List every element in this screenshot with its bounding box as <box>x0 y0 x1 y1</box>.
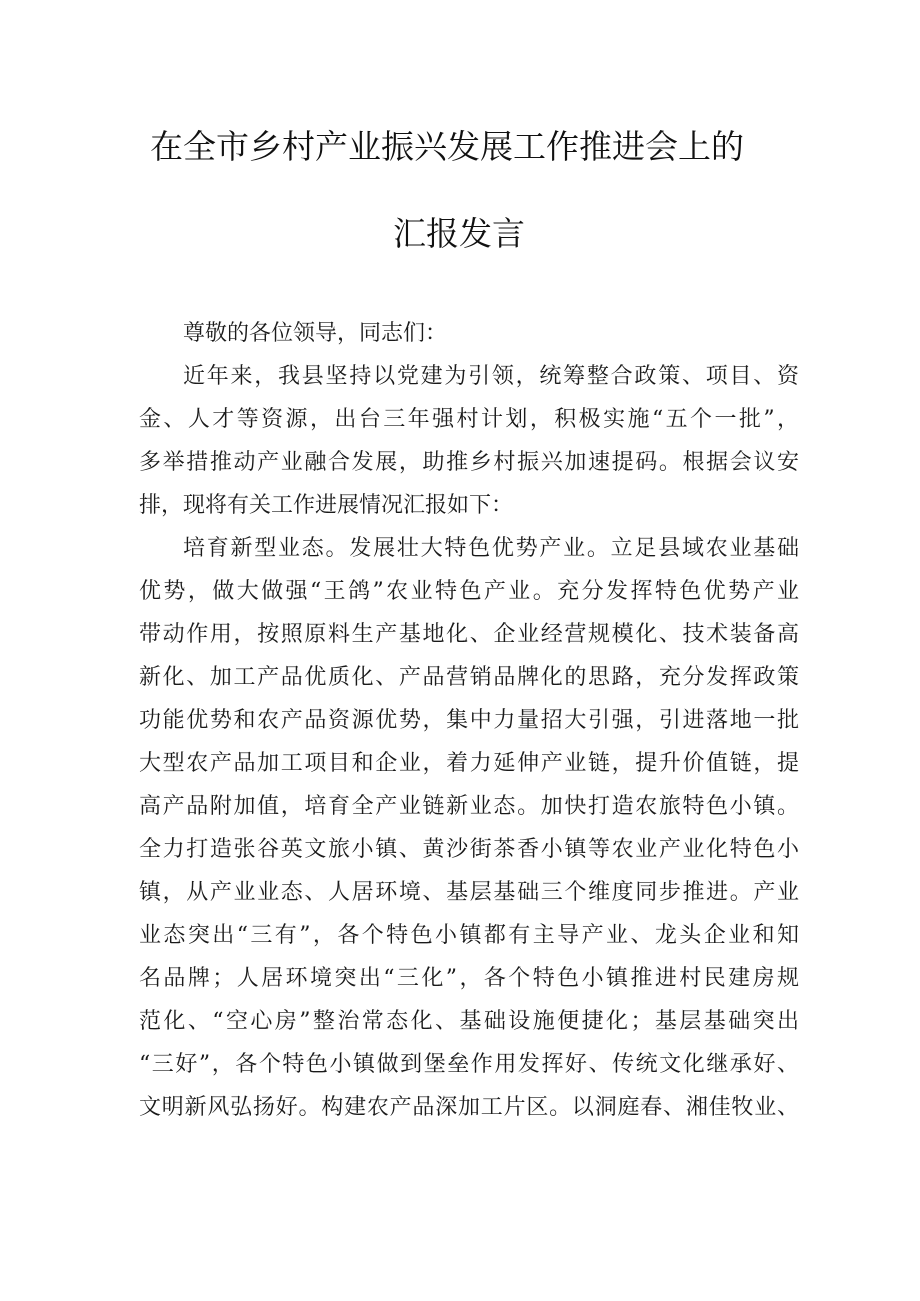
document-body <box>139 312 799 1129</box>
paragraph-line: 带动作用，按照原料生产基地化、企业经营规模化、技术装备高 <box>139 622 799 647</box>
paragraph-line: 多举措推动产业融合发展，助推乡村振兴加速提码。根据会议安 <box>139 450 799 475</box>
document-title-line-1: 在全市乡村产业振兴发展工作推进会上的 <box>150 127 744 166</box>
paragraph-line: 文明新风弘扬好。构建农产品深加工片区。以洞庭春、湘佳牧业、 <box>139 1095 799 1120</box>
paragraph-intro <box>139 355 799 527</box>
paragraph-line: 高产品附加值，培育全产业链新业态。加快打造农旅特色小镇。 <box>139 794 799 819</box>
paragraph-line: 名品牌；人居环境突出“三化”，各个特色小镇推进村民建房规 <box>139 966 799 991</box>
paragraph-line: 金、人才等资源，出台三年强村计划，积极实施“五个一批”， <box>139 407 799 432</box>
document-title-line-2: 汇报发言 <box>393 214 525 253</box>
paragraph-new-business <box>139 527 799 1129</box>
paragraph-line: 排，现将有关工作进展情况汇报如下： <box>139 493 514 518</box>
paragraph-line: 新化、加工产品优质化、产品营销品牌化的思路，充分发挥政策 <box>139 665 799 690</box>
paragraph-line: 优势，做大做强“王鸽”农业特色产业。充分发挥特色优势产业 <box>139 579 799 604</box>
paragraph-line: 功能优势和农产品资源优势，集中力量招大引强，引进落地一批 <box>139 708 799 733</box>
salutation: 尊敬的各位领导，同志们： <box>183 321 448 346</box>
paragraph-line: 镇，从产业业态、人居环境、基层基础三个维度同步推进。产业 <box>139 880 799 905</box>
paragraph-line: 近年来，我县坚持以党建为引领，统筹整合政策、项目、资 <box>183 364 799 389</box>
paragraph-line: 大型农产品加工项目和企业，着力延伸产业链，提升价值链，提 <box>139 751 799 776</box>
paragraph-line: 范化、“空心房”整治常态化、基础设施便捷化；基层基础突出 <box>139 1009 799 1034</box>
paragraph-line: 培育新型业态。发展壮大特色优势产业。立足县域农业基础 <box>183 536 799 561</box>
paragraph-line: 全力打造张谷英文旅小镇、黄沙街茶香小镇等农业产业化特色小 <box>139 837 799 862</box>
paragraph-line: 业态突出“三有”，各个特色小镇都有主导产业、龙头企业和知 <box>139 923 799 948</box>
paragraph-line: “三好”，各个特色小镇做到堡垒作用发挥好、传统文化继承好、 <box>139 1052 799 1077</box>
